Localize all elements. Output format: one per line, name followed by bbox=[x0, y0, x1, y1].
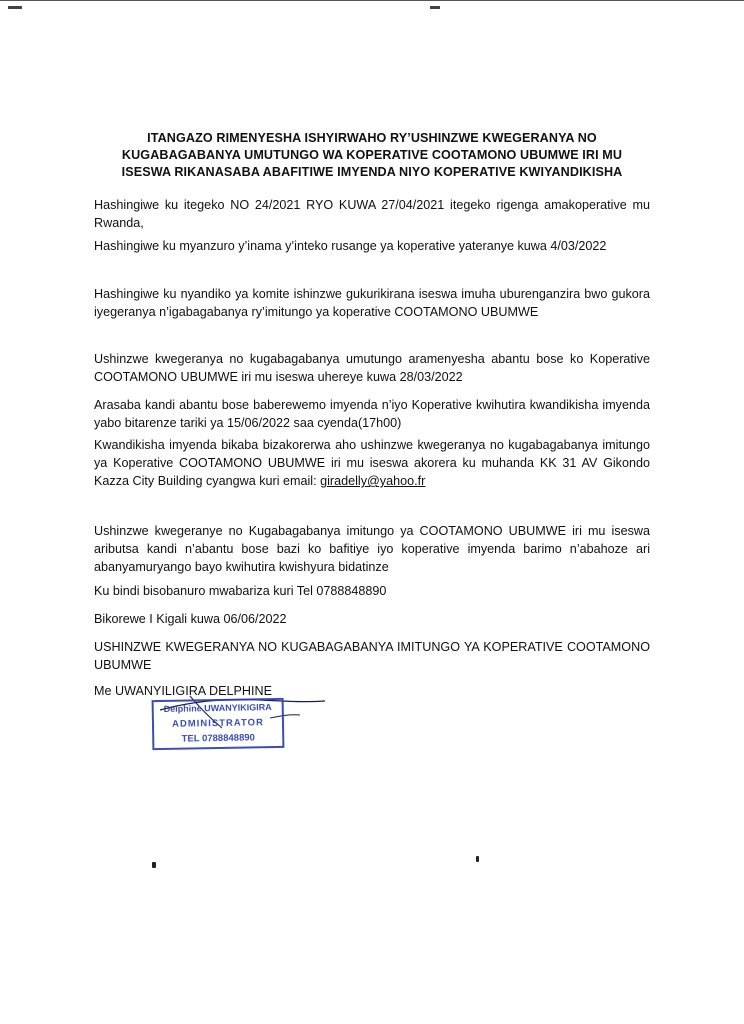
paragraph-law-reference: Hashingiwe ku itegeko NO 24/2021 RYO KUWA 27/04/2021 itegeko rigenga amakoperative mu Rwanda, bbox=[94, 198, 650, 230]
paragraph-debtors-reminder: Ushinzwe kwegeranye no Kugabagabanya imitungo ya COOTAMONO UBUMWE iri mu iseswa aributsa kandi n’abantu bose bazi ko bafitiye iyo koperative imyenda barimo n’abahoze ari abanyamuryango bayo kwihutira kwishyura bidatinze bbox=[94, 524, 650, 574]
paragraph-committee-letter: Hashingiwe ku nyandiko ya komite ishinzwe gukurikirana iseswa imuha uburenganzira bwo gukora iyegeranya n’igabagabanya ry’imitungo ya koperative COOTAMONO UBUMWE bbox=[94, 287, 650, 319]
scan-artifact bbox=[430, 6, 440, 9]
paragraph-general-assembly: Hashingiwe ku myanzuro y’inama y’inteko rusange ya koperative yateranye kuwa 4/03/2022 bbox=[94, 239, 607, 253]
official-stamp bbox=[152, 698, 285, 750]
scan-speck bbox=[476, 856, 479, 862]
signatory-role: USHINZWE KWEGERANYA NO KUGABAGABANYA IMITUNGO YA KOPERATIVE COOTAMONO UBUMWE bbox=[94, 640, 650, 672]
date-line: Bikorewe I Kigali kuwa 06/06/2022 bbox=[94, 612, 287, 626]
scan-speck bbox=[152, 862, 156, 868]
contact-line: Ku bindi bisobanuro mwabariza kuri Tel 0788848890 bbox=[94, 584, 387, 598]
signatory-name: Me UWANYILIGIRA DELPHINE bbox=[94, 684, 272, 698]
stamp-title: ADMINISTRATOR bbox=[171, 717, 264, 730]
email-link[interactable]: giradelly@yahoo.fr bbox=[320, 474, 426, 488]
scan-top-edge bbox=[0, 0, 744, 8]
registration-text: Kwandikisha imyenda bikaba bizakorerwa aho ushinzwe kwegeranya no kugabagabanya imitungo ya Koperative COOTAMONO UBUMWE iri mu iseswa akorera ku muhanda KK 31 AV Gikondo Kazza City Building cyangwa kuri email: bbox=[94, 438, 650, 488]
paragraph-liquidation-notice: Ushinzwe kwegeranya no kugabagabanya umutungo aramenyesha abantu bose ko Koperative COOTAMONO UBUMWE iri mu iseswa uhereye kuwa 28/03/2022 bbox=[94, 352, 650, 384]
stamp-name: Delphine UWANYIKIGIRA bbox=[163, 702, 272, 714]
paragraph-registration-location bbox=[94, 436, 650, 490]
stamp-phone: TEL 0788848890 bbox=[181, 732, 255, 745]
paragraph-creditors-request: Arasaba kandi abantu bose baberewemo imyenda n’iyo Koperative kwihutira kwandikisha imyenda yabo bitarenze tariki ya 15/06/2022 saa cyenda(17h00) bbox=[94, 398, 650, 430]
document-title: ITANGAZO RIMENYESHA ISHYIRWAHO RY’USHINZWE KWEGERANYA NO KUGABAGABANYA UMUTUNGO WA KOPERATIVE COOTAMONO UBUMWE IRI MU ISESWA RIKANASABA ABAFITIWE IMYENDA NIYO KOPERATIVE KWIYANDIKISHA bbox=[121, 131, 623, 179]
scan-artifact bbox=[8, 6, 22, 9]
